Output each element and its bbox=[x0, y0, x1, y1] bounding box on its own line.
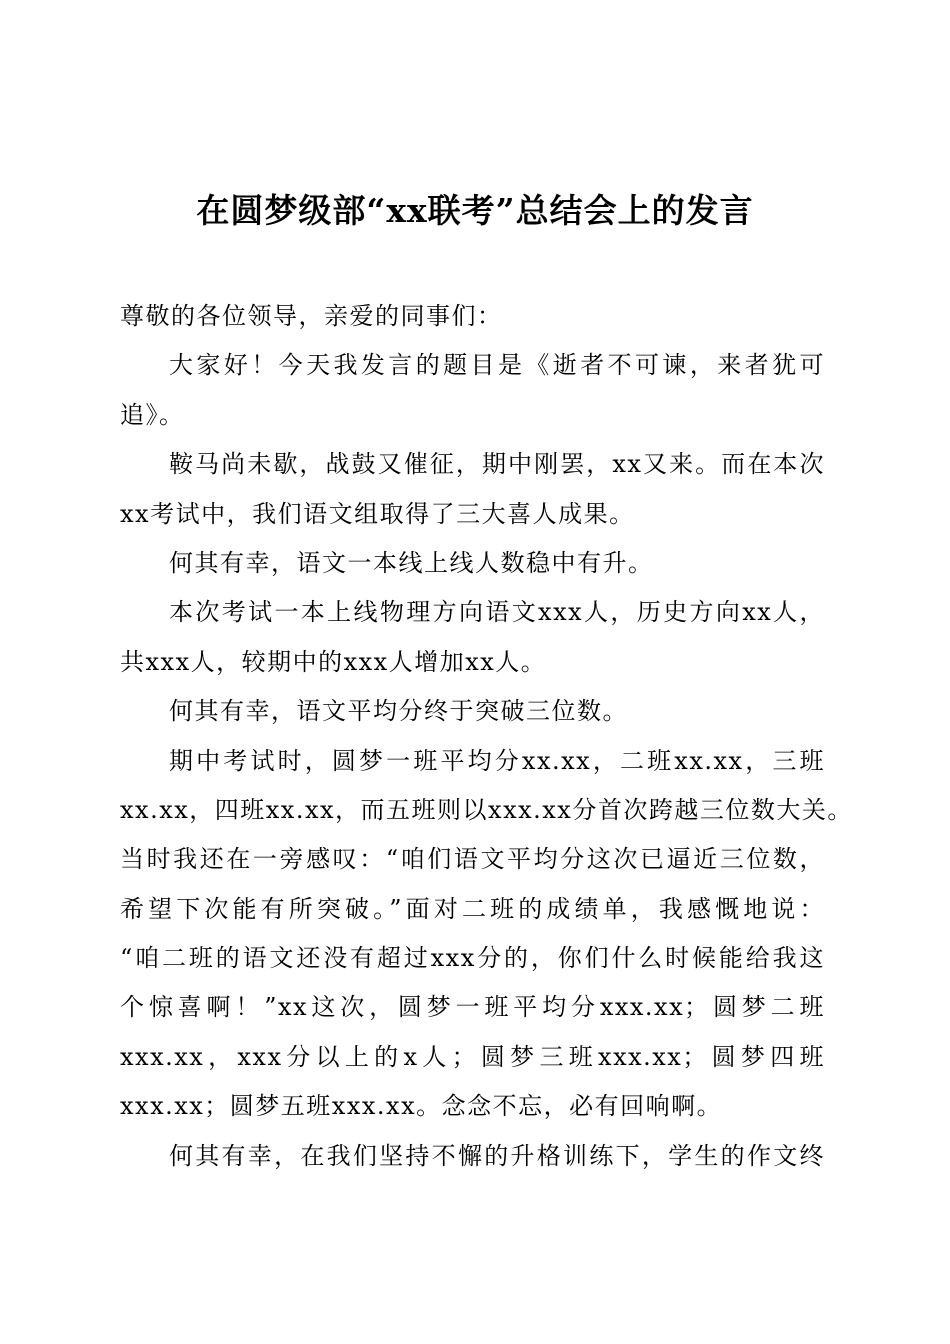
paragraph-line: 何其有幸，在我们坚持不懈的升格训练下，学生的作文终 bbox=[169, 1141, 825, 1170]
paragraph-line: 本次考试一本上线物理方向语文xxx人，历史方向xx人， bbox=[169, 598, 825, 627]
paragraph-line: xx考试中，我们语文组取得了三大喜人成果。 bbox=[120, 499, 635, 528]
paragraph-line: xxx.xx，xxx分以上的x人；圆梦三班xxx.xx；圆梦四班 bbox=[120, 1042, 825, 1071]
paragraph-line: 期中考试时，圆梦一班平均分xx.xx，二班xx.xx，三班 bbox=[169, 746, 825, 775]
paragraph-line: 希望下次能有所突破。”面对二班的成绩单，我感慨地说： bbox=[120, 894, 825, 923]
paragraph-line: 何其有幸，语文平均分终于突破三位数。 bbox=[169, 697, 628, 726]
paragraph-line: 个惊喜啊！”xx这次，圆梦一班平均分xxx.xx；圆梦二班 bbox=[120, 993, 825, 1022]
paragraph-line: 大家好！今天我发言的题目是《逝者不可谏，来者犹可 bbox=[169, 351, 825, 380]
paragraph-line: xx.xx，四班xx.xx，而五班则以xxx.xx分首次跨越三位数大关。 bbox=[120, 795, 853, 824]
salutation-line: 尊敬的各位领导，亲爱的同事们： bbox=[120, 302, 503, 330]
paragraph-line: 鞍马尚未歇，战鼓又催征，期中刚罢，xx又来。而在本次 bbox=[169, 450, 825, 479]
document-body bbox=[120, 292, 853, 1181]
document-title: 在圆梦级部“xx联考”总结会上的发言 bbox=[196, 191, 754, 230]
paragraph-line: “咱二班的语文还没有超过xxx分的，你们什么时候能给我这 bbox=[120, 944, 825, 973]
paragraph-line: xxx.xx；圆梦五班xxx.xx。念念不忘，必有回响啊。 bbox=[120, 1092, 723, 1121]
paragraph-line: 共xxx人，较期中的xxx人增加xx人。 bbox=[120, 647, 547, 676]
paragraph-line: 当时我还在一旁感叹：“咱们语文平均分这次已逼近三位数， bbox=[120, 845, 825, 874]
paragraph-line: 追》。 bbox=[120, 400, 185, 429]
paragraph-line: 何其有幸，语文一本线上线人数稳中有升。 bbox=[169, 548, 654, 577]
